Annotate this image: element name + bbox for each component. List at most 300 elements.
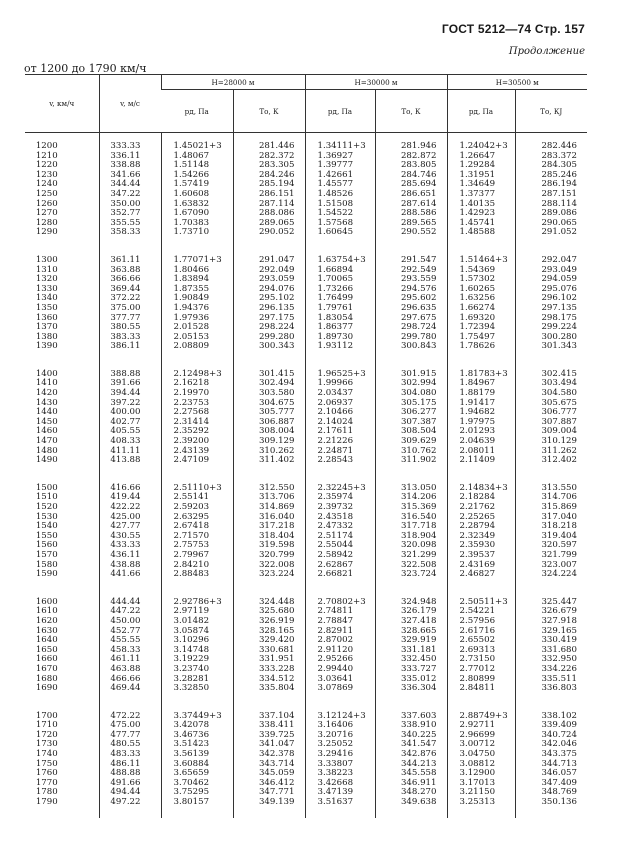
col-header-pressure: pд, Па (305, 90, 375, 133)
table-cell: 331.181 (375, 646, 447, 656)
table-row (25, 294, 587, 304)
table-cell: 1310 (35, 264, 58, 275)
table-cell: 1.94376 (161, 304, 233, 314)
table-cell: 349.638 (375, 798, 447, 808)
table-cell: 311.402 (233, 456, 305, 466)
table-cell: 2.59203 (161, 503, 233, 513)
table-cell: 458.33 (99, 646, 161, 656)
table-cell: 1210 (35, 150, 58, 161)
table-cell: 419.44 (99, 493, 161, 503)
col-header-pressure: pд, Па (447, 90, 515, 133)
table-cell: 1.72394 (447, 323, 515, 333)
table-cell: 312.402 (515, 456, 587, 466)
table-cell: 497.22 (99, 798, 161, 808)
table-row (25, 532, 587, 542)
table-row (25, 161, 587, 171)
table-cell: 455.55 (99, 636, 161, 646)
table-cell: 333.228 (233, 665, 305, 675)
col-header-pressure: pд, Па (161, 90, 233, 133)
table-cell: 2.35292 (161, 427, 233, 437)
table-cell: 2.39537 (447, 551, 515, 561)
table-cell: 1.79761 (305, 304, 375, 314)
table-cell: 319.404 (515, 532, 587, 542)
table-cell: 320.799 (233, 551, 305, 561)
table-cell: 3.08812 (447, 760, 515, 770)
table-cell: 1.91417 (447, 399, 515, 409)
table-cell: 2.88749+3 (447, 712, 515, 722)
table-cell: 287.114 (233, 200, 305, 210)
table-cell: 413.88 (99, 456, 161, 466)
table-cell: 321.299 (375, 551, 447, 561)
table-cell: 303.494 (515, 379, 587, 389)
table-cell: 330.681 (233, 646, 305, 656)
table-row (25, 646, 587, 656)
table-cell: 302.994 (375, 379, 447, 389)
table-row (25, 379, 587, 389)
table-cell: 1.78626 (447, 342, 515, 352)
table-cell: 1.63754+3 (305, 256, 375, 266)
table-cell: 491.66 (99, 779, 161, 789)
table-cell: 475.00 (99, 721, 161, 731)
table-cell: 2.50511+3 (447, 598, 515, 608)
table-cell: 1.48526 (305, 190, 375, 200)
table-cell: 352.77 (99, 209, 161, 219)
table-cell: 3.28281 (161, 675, 233, 685)
table-cell: 2.35930 (447, 541, 515, 551)
table-cell: 1.34111+3 (305, 142, 375, 152)
table-cell: 298.224 (233, 323, 305, 333)
table-cell: 1730 (35, 739, 58, 750)
table-cell: 1.63256 (447, 294, 515, 304)
table-cell: 300.843 (375, 342, 447, 352)
row-spacer (25, 808, 587, 818)
table-cell: 1330 (35, 283, 58, 294)
table-row (25, 788, 587, 798)
table-cell: 1240 (35, 179, 58, 190)
table-cell: 1.36927 (305, 152, 375, 162)
table-cell: 2.78847 (305, 617, 375, 627)
table-cell: 433.33 (99, 541, 161, 551)
table-cell: 3.01482 (161, 617, 233, 627)
table-cell: 477.77 (99, 731, 161, 741)
table-row (25, 408, 587, 418)
table-cell: 314.206 (375, 493, 447, 503)
table-cell: 324.448 (233, 598, 305, 608)
table-cell: 315.869 (515, 503, 587, 513)
col-header-v-ms: v, м/с (99, 75, 161, 133)
table-cell: 3.32850 (161, 684, 233, 694)
table-cell: 1.57302 (447, 275, 515, 285)
table-cell: 436.11 (99, 551, 161, 561)
table-cell: 1.45577 (305, 180, 375, 190)
table-cell: 366.66 (99, 275, 161, 285)
table-cell: 463.88 (99, 665, 161, 675)
table-cell: 291.052 (515, 228, 587, 238)
table-row (25, 607, 587, 617)
table-cell: 337.603 (375, 712, 447, 722)
table-cell: 291.047 (233, 256, 305, 266)
table-cell: 2.92786+3 (161, 598, 233, 608)
table-cell: 334.512 (233, 675, 305, 685)
table-cell: 2.35974 (305, 493, 375, 503)
table-cell: 1640 (35, 635, 58, 646)
table-cell: 2.11409 (447, 456, 515, 466)
table-cell: 416.66 (99, 484, 161, 494)
table-cell: 3.23740 (161, 665, 233, 675)
table-cell: 2.31414 (161, 418, 233, 428)
table-row (25, 675, 587, 685)
table-cell: 2.99440 (305, 665, 375, 675)
table-cell: 2.21762 (447, 503, 515, 513)
table-cell: 430.55 (99, 532, 161, 542)
table-cell: 2.57956 (447, 617, 515, 627)
table-row (25, 152, 587, 162)
table-cell: 329.165 (515, 627, 587, 637)
table-row (25, 399, 587, 409)
table-cell: 317.718 (375, 522, 447, 532)
table-cell: 301.415 (233, 370, 305, 380)
table-cell: 1770 (35, 777, 58, 788)
table-cell: 340.724 (515, 731, 587, 741)
table-cell: 290.065 (515, 219, 587, 229)
table-cell: 1340 (35, 293, 58, 304)
table-cell: 342.876 (375, 750, 447, 760)
table-cell: 461.11 (99, 655, 161, 665)
table-cell: 289.065 (233, 219, 305, 229)
table-cell: 350.00 (99, 200, 161, 210)
table-cell: 345.558 (375, 769, 447, 779)
table-cell: 292.049 (233, 266, 305, 276)
table-row (25, 447, 587, 457)
table-cell: 2.14834+3 (447, 484, 515, 494)
table-cell: 1430 (35, 397, 58, 408)
table-cell: 3.60884 (161, 760, 233, 770)
table-cell: 330.419 (515, 636, 587, 646)
table-row (25, 636, 587, 646)
table-cell: 285.694 (375, 180, 447, 190)
speed-range-label: от 1200 до 1790 км/ч (24, 62, 147, 75)
table-cell: 358.33 (99, 228, 161, 238)
table-cell: 313.050 (375, 484, 447, 494)
table-row (25, 712, 587, 722)
table-cell: 1270 (35, 208, 58, 219)
table-cell: 1.96525+3 (305, 370, 375, 380)
table-cell: 301.915 (375, 370, 447, 380)
table-cell: 321.799 (515, 551, 587, 561)
table-cell: 305.777 (233, 408, 305, 418)
table-cell: 1.54266 (161, 171, 233, 181)
table-cell: 323.724 (375, 570, 447, 580)
table-cell: 3.00712 (447, 740, 515, 750)
table-row (25, 389, 587, 399)
table-row (25, 437, 587, 447)
table-cell: 2.01293 (447, 427, 515, 437)
table-cell: 2.66821 (305, 570, 375, 580)
table-cell: 331.680 (515, 646, 587, 656)
table-cell: 1.81783+3 (447, 370, 515, 380)
table-cell: 304.675 (233, 399, 305, 409)
table-cell: 3.80157 (161, 798, 233, 808)
table-cell: 317.218 (233, 522, 305, 532)
table-cell: 2.58942 (305, 551, 375, 561)
table-row (25, 484, 587, 494)
table-cell: 346.412 (233, 779, 305, 789)
table-cell: 347.409 (515, 779, 587, 789)
table-cell: 304.080 (375, 389, 447, 399)
table-row (25, 522, 587, 532)
table-cell: 2.08011 (447, 447, 515, 457)
table-cell: 309.004 (515, 427, 587, 437)
table-cell: 2.92711 (447, 721, 515, 731)
table-cell: 1200 (35, 141, 58, 151)
table-row (25, 665, 587, 675)
table-cell: 1550 (35, 530, 58, 541)
alt-header-30000: H=30000 м (305, 75, 447, 90)
atmosphere-table (25, 74, 587, 818)
table-cell: 1460 (35, 426, 58, 437)
table-cell: 361.11 (99, 256, 161, 266)
table-cell: 1.42661 (305, 171, 375, 181)
table-cell: 394.44 (99, 389, 161, 399)
table-row (25, 513, 587, 523)
table-row (25, 798, 587, 808)
table-cell: 1.24042+3 (447, 142, 515, 152)
table-cell: 2.96699 (447, 731, 515, 741)
table-cell: 405.55 (99, 427, 161, 437)
table-row (25, 275, 587, 285)
table-cell: 298.724 (375, 323, 447, 333)
table-cell: 3.65659 (161, 769, 233, 779)
table-cell: 2.18284 (447, 493, 515, 503)
table-cell: 2.71570 (161, 532, 233, 542)
table-row (25, 541, 587, 551)
table-cell: 3.51637 (305, 798, 375, 808)
table-cell: 325.680 (233, 607, 305, 617)
table-cell: 2.51174 (305, 532, 375, 542)
table-cell: 336.11 (99, 152, 161, 162)
alt-header-28000: H=28000 м (161, 75, 305, 90)
table-cell: 299.224 (515, 323, 587, 333)
table-cell: 291.547 (375, 256, 447, 266)
table-cell: 1.39777 (305, 161, 375, 171)
table-cell: 3.70462 (161, 779, 233, 789)
table-cell: 327.918 (515, 617, 587, 627)
table-cell: 2.21226 (305, 437, 375, 447)
table-cell: 1.83894 (161, 275, 233, 285)
table-row (25, 456, 587, 466)
table-cell: 1740 (35, 749, 58, 760)
table-cell: 322.008 (233, 561, 305, 571)
table-cell: 343.714 (233, 760, 305, 770)
table-cell: 1.70383 (161, 219, 233, 229)
table-cell: 3.75295 (161, 788, 233, 798)
table-cell: 472.22 (99, 712, 161, 722)
table-cell: 1490 (35, 455, 58, 466)
table-cell: 341.66 (99, 171, 161, 181)
table-cell: 309.129 (233, 437, 305, 447)
table-cell: 1.34649 (447, 180, 515, 190)
table-cell: 2.65502 (447, 636, 515, 646)
table-row (25, 617, 587, 627)
table-cell: 282.446 (515, 142, 587, 152)
table-cell: 3.46736 (161, 731, 233, 741)
table-cell: 1220 (35, 160, 58, 171)
table-row (25, 493, 587, 503)
table-cell: 2.32349 (447, 532, 515, 542)
table-cell: 2.97119 (161, 607, 233, 617)
table-cell: 2.55141 (161, 493, 233, 503)
table-cell: 331.951 (233, 655, 305, 665)
table-cell: 1790 (35, 797, 58, 808)
table-cell: 344.713 (515, 760, 587, 770)
table-cell: 1650 (35, 644, 58, 655)
table-cell: 3.42668 (305, 779, 375, 789)
table-cell: 1.63832 (161, 200, 233, 210)
table-cell: 286.651 (375, 190, 447, 200)
table-cell: 3.51423 (161, 740, 233, 750)
table-cell: 1.42923 (447, 209, 515, 219)
table-cell: 327.418 (375, 617, 447, 627)
table-cell: 311.262 (515, 447, 587, 457)
table-cell: 347.22 (99, 190, 161, 200)
table-cell: 324.948 (375, 598, 447, 608)
table-cell: 2.67418 (161, 522, 233, 532)
table-cell: 1700 (35, 710, 58, 721)
table-cell: 363.88 (99, 266, 161, 276)
table-row (25, 598, 587, 608)
table-cell: 1760 (35, 768, 58, 779)
table-cell: 2.28794 (447, 522, 515, 532)
table-cell: 425.00 (99, 513, 161, 523)
table-cell: 3.33807 (305, 760, 375, 770)
table-cell: 3.56139 (161, 750, 233, 760)
table-row (25, 323, 587, 333)
table-cell: 2.25265 (447, 513, 515, 523)
table-cell: 282.872 (375, 152, 447, 162)
table-cell: 1.26647 (447, 152, 515, 162)
table-cell: 324.224 (515, 570, 587, 580)
table-cell: 340.225 (375, 731, 447, 741)
table-cell: 289.086 (515, 209, 587, 219)
table-cell: 332.450 (375, 655, 447, 665)
table-cell: 338.88 (99, 161, 161, 171)
table-cell: 290.552 (375, 228, 447, 238)
table-cell: 1.88179 (447, 389, 515, 399)
table-cell: 1.45021+3 (161, 142, 233, 152)
table-cell: 2.95266 (305, 655, 375, 665)
table-cell: 1500 (35, 482, 58, 493)
table-cell: 293.059 (233, 275, 305, 285)
table-cell: 326.679 (515, 607, 587, 617)
table-cell: 3.14748 (161, 646, 233, 656)
table-cell: 297.175 (233, 314, 305, 324)
table-cell: 320.098 (375, 541, 447, 551)
table-cell: 3.25313 (447, 798, 515, 808)
table-cell: 1.87355 (161, 285, 233, 295)
table-cell: 333.33 (99, 142, 161, 152)
table-cell: 295.076 (515, 285, 587, 295)
table-cell: 349.139 (233, 798, 305, 808)
table-cell: 377.77 (99, 314, 161, 324)
table-cell: 288.114 (515, 200, 587, 210)
table-cell: 304.580 (515, 389, 587, 399)
table-cell: 1.60265 (447, 285, 515, 295)
table-cell: 302.494 (233, 379, 305, 389)
table-cell: 1.76499 (305, 294, 375, 304)
table-cell: 372.22 (99, 294, 161, 304)
table-cell: 320.597 (515, 541, 587, 551)
table-cell: 1.86377 (305, 323, 375, 333)
table-cell: 2.19970 (161, 389, 233, 399)
table-row (25, 769, 587, 779)
table-cell: 488.88 (99, 769, 161, 779)
table-cell: 346.057 (515, 769, 587, 779)
table-row (25, 266, 587, 276)
table-cell: 319.598 (233, 541, 305, 551)
table-cell: 383.33 (99, 333, 161, 343)
table-cell: 3.19229 (161, 655, 233, 665)
table-cell: 1.29284 (447, 161, 515, 171)
table-cell: 1.94682 (447, 408, 515, 418)
table-cell: 1.48067 (161, 152, 233, 162)
table-cell: 2.91120 (305, 646, 375, 656)
table-cell: 296.135 (233, 304, 305, 314)
table-cell: 286.194 (515, 180, 587, 190)
table-cell: 310.262 (233, 447, 305, 457)
table-cell: 391.66 (99, 379, 161, 389)
row-spacer (25, 466, 587, 484)
table-cell: 2.05153 (161, 333, 233, 343)
table-cell: 1680 (35, 673, 58, 684)
table-cell: 3.47139 (305, 788, 375, 798)
table-cell: 338.102 (515, 712, 587, 722)
table-cell: 338.910 (375, 721, 447, 731)
table-cell: 284.246 (233, 171, 305, 181)
table-cell: 3.05874 (161, 627, 233, 637)
table-cell: 2.04639 (447, 437, 515, 447)
table-cell: 452.77 (99, 627, 161, 637)
table-cell: 3.37449+3 (161, 712, 233, 722)
table-cell: 1590 (35, 569, 58, 580)
table-cell: 302.415 (515, 370, 587, 380)
table-cell: 329.919 (375, 636, 447, 646)
table-cell: 335.012 (375, 675, 447, 685)
table-cell: 450.00 (99, 617, 161, 627)
table-cell: 2.43518 (305, 513, 375, 523)
table-cell: 2.39200 (161, 437, 233, 447)
table-cell: 326.919 (233, 617, 305, 627)
table-cell: 1.80466 (161, 266, 233, 276)
table-row (25, 655, 587, 665)
table-row (25, 171, 587, 181)
table-row (25, 551, 587, 561)
table-cell: 408.33 (99, 437, 161, 447)
table-cell: 2.08809 (161, 342, 233, 352)
table-cell: 1360 (35, 312, 58, 323)
table-cell: 294.576 (375, 285, 447, 295)
table-cell: 306.277 (375, 408, 447, 418)
table-cell: 1.99966 (305, 379, 375, 389)
table-cell: 3.17013 (447, 779, 515, 789)
table-cell: 1600 (35, 596, 58, 607)
table-cell: 1670 (35, 663, 58, 674)
table-cell: 1.66274 (447, 304, 515, 314)
table-cell: 287.614 (375, 200, 447, 210)
table-cell: 309.629 (375, 437, 447, 447)
table-cell: 1380 (35, 331, 58, 342)
table-cell: 305.675 (515, 399, 587, 409)
table-row (25, 228, 587, 238)
